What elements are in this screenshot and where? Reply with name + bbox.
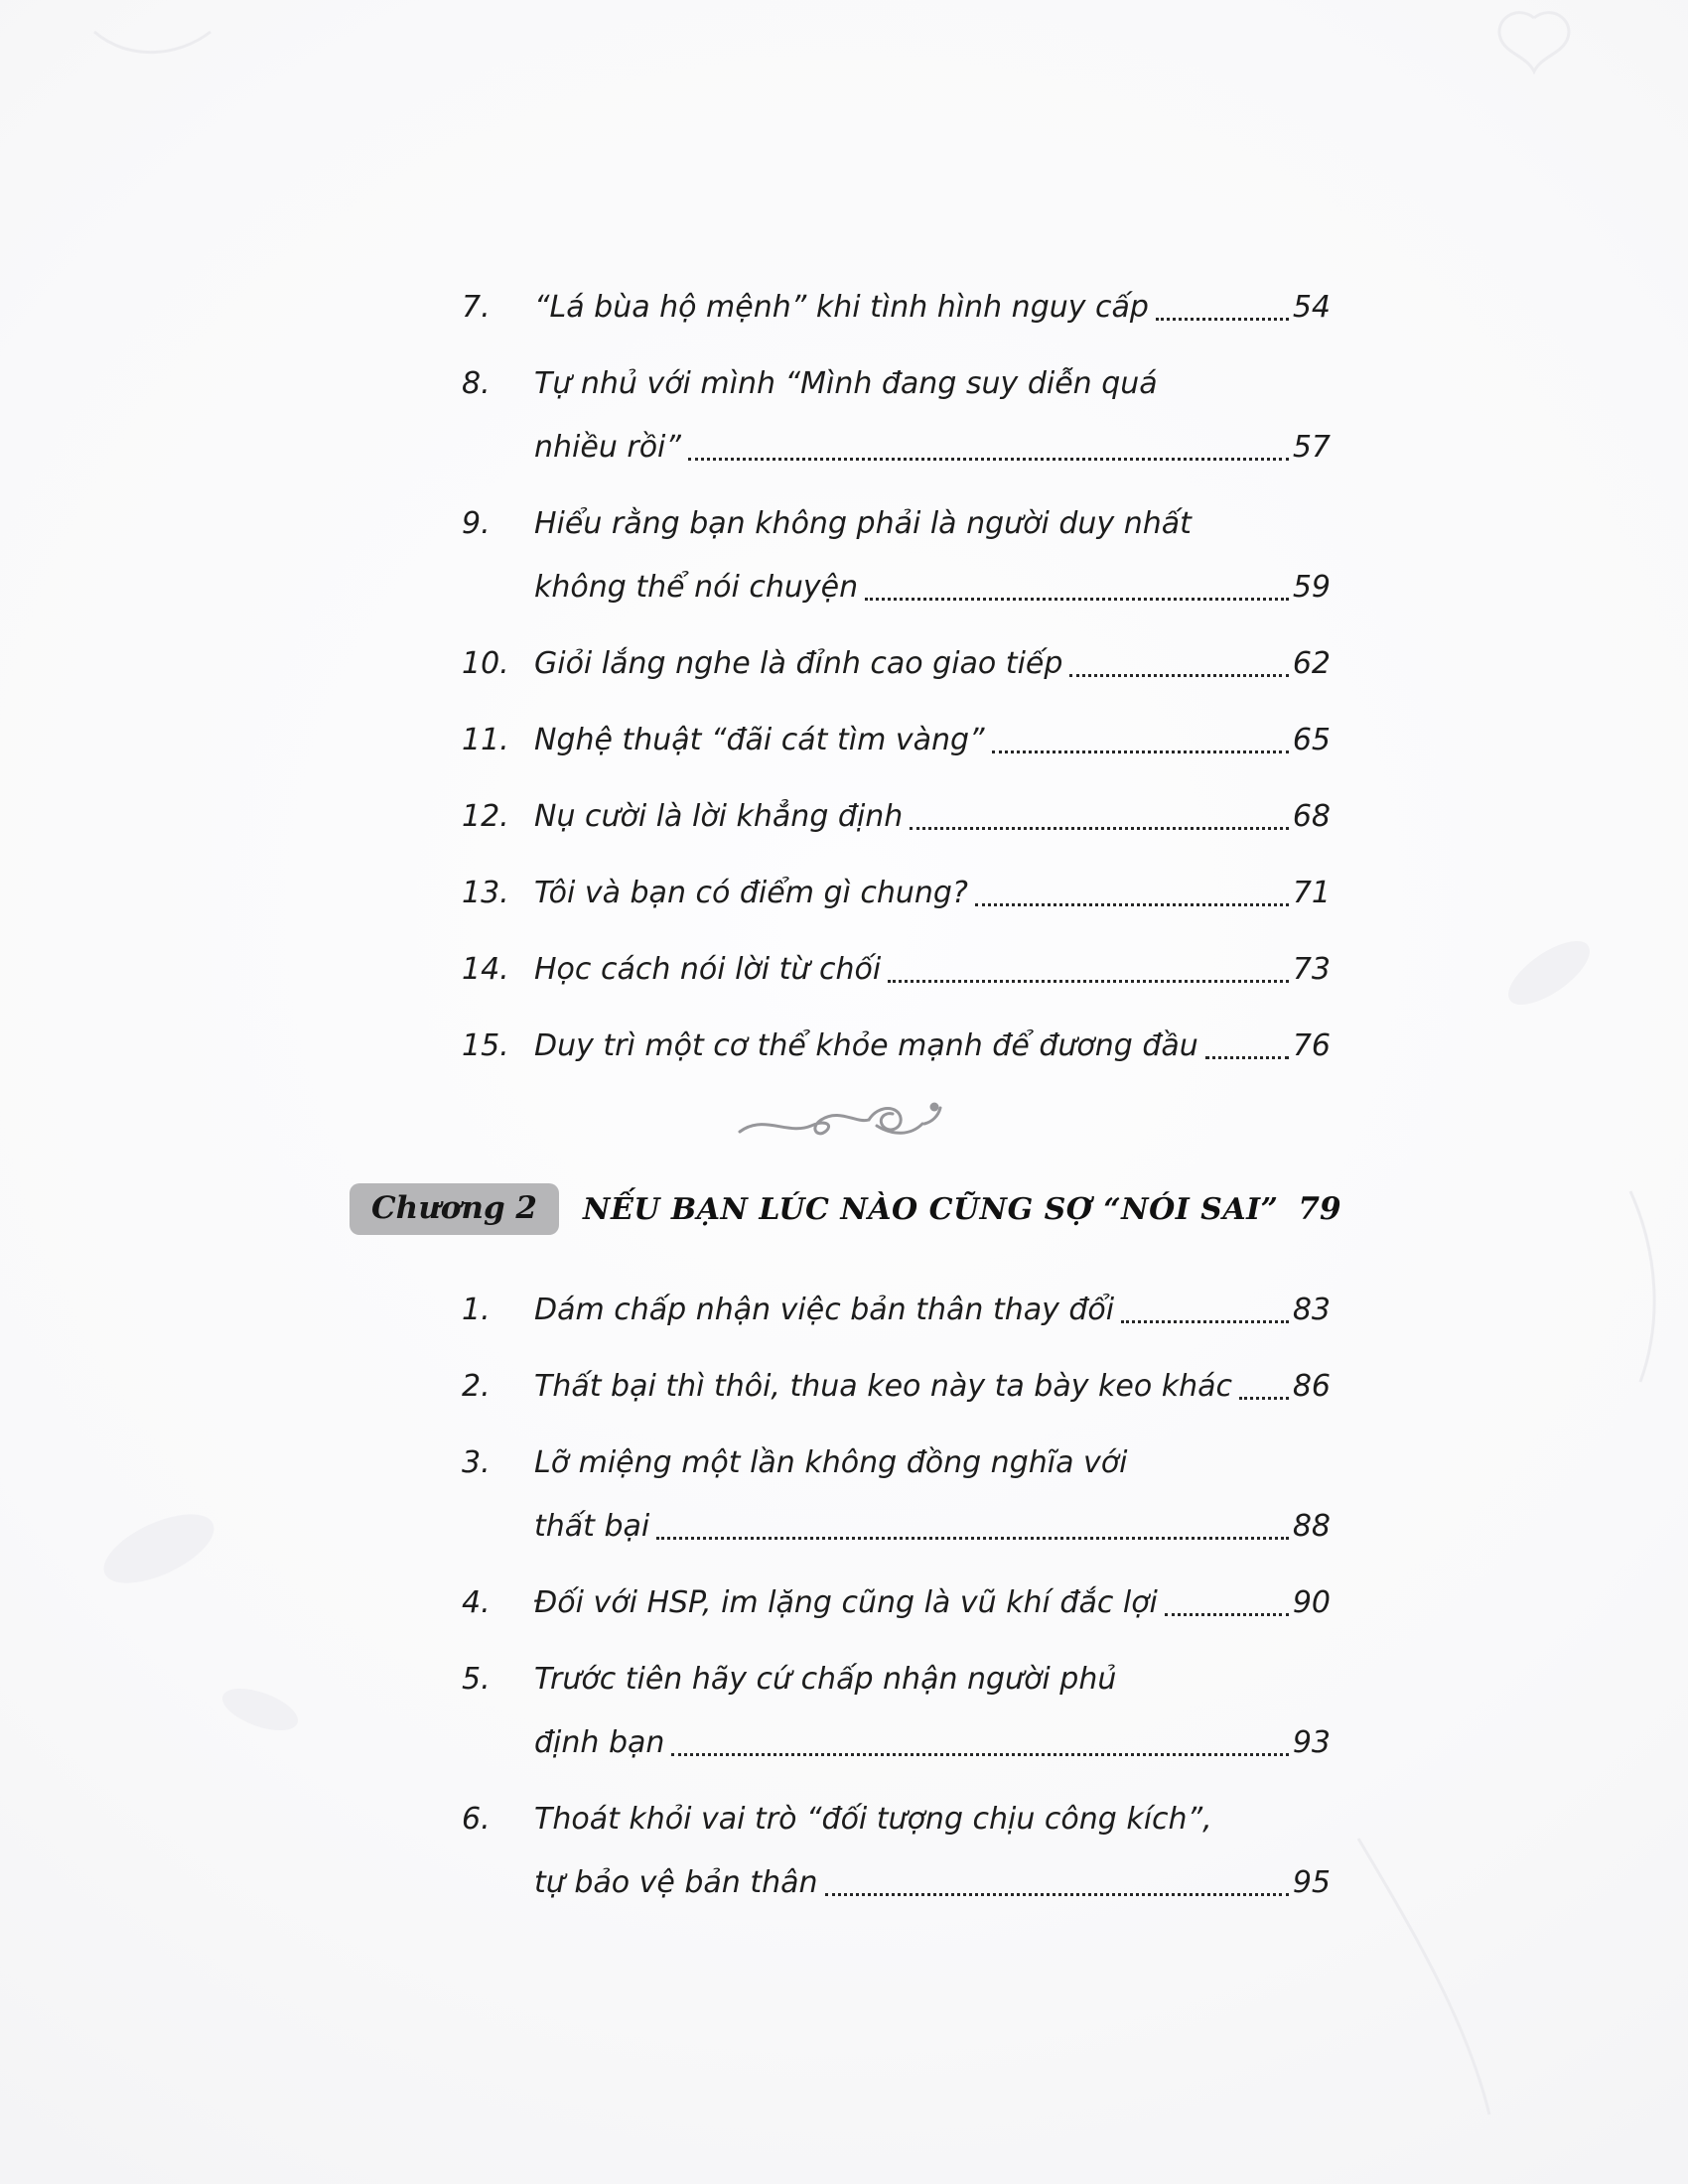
entry-text: định bạn xyxy=(534,1725,665,1760)
entry-line xyxy=(534,785,1331,849)
entry-page-number: 86 xyxy=(1292,1369,1331,1404)
toc-entry xyxy=(462,1015,1331,1078)
entry-line xyxy=(534,1015,1331,1078)
toc-list-chapter1 xyxy=(462,276,1331,1078)
entry-line xyxy=(534,1788,1331,1851)
dot-leader xyxy=(888,980,1289,983)
toc-entry xyxy=(462,1432,1331,1559)
section-divider xyxy=(0,1080,1688,1161)
entry-line xyxy=(534,492,1331,556)
chapter-label: Chương 2 xyxy=(350,1183,559,1235)
entry-body xyxy=(534,1355,1331,1419)
entry-text: Thoát khỏi vai trò “đối tượng chịu công kích”, xyxy=(534,1802,1212,1837)
entry-text: tự bảo vệ bản thân xyxy=(534,1865,818,1900)
entry-text: Duy trì một cơ thể khỏe mạnh để đương đầu xyxy=(534,1028,1198,1063)
dot-leader xyxy=(671,1753,1288,1756)
toc-entry xyxy=(462,1788,1331,1915)
entry-number: 9. xyxy=(462,506,491,541)
toc-entry xyxy=(462,1648,1331,1775)
entry-number: 11. xyxy=(462,723,509,757)
entry-line xyxy=(534,416,1331,479)
chapter-page-number: 79 xyxy=(1298,1191,1341,1227)
entry-number: 2. xyxy=(462,1369,491,1404)
entry-page-number: 54 xyxy=(1292,290,1331,325)
dot-leader xyxy=(688,458,1289,461)
toc-entry xyxy=(462,352,1331,479)
entry-line xyxy=(534,1851,1331,1915)
entry-line xyxy=(534,1495,1331,1559)
entry-number: 4. xyxy=(462,1585,491,1620)
entry-number: 13. xyxy=(462,876,509,910)
entry-text: Tôi và bạn có điểm gì chung? xyxy=(534,876,968,910)
entry-line xyxy=(534,1432,1331,1495)
toc-entry xyxy=(462,938,1331,1002)
toc-entry xyxy=(462,632,1331,696)
entry-line xyxy=(534,276,1331,340)
entry-line xyxy=(534,352,1331,416)
entry-body xyxy=(534,709,1331,772)
chapter-heading xyxy=(350,1183,1341,1235)
ornament-flourish-icon xyxy=(730,1080,958,1158)
entry-body xyxy=(534,1432,1331,1559)
toc-entry xyxy=(462,1279,1331,1342)
entry-number: 15. xyxy=(462,1028,509,1063)
entry-line xyxy=(534,1571,1331,1635)
entry-text: Thất bại thì thôi, thua keo này ta bày keo khác xyxy=(534,1369,1233,1404)
toc-entry xyxy=(462,862,1331,925)
entry-line xyxy=(534,938,1331,1002)
toc-entry xyxy=(462,785,1331,849)
entry-page-number: 62 xyxy=(1292,646,1331,681)
entry-number: 7. xyxy=(462,290,491,325)
entry-body xyxy=(534,492,1331,619)
dot-leader xyxy=(1121,1320,1289,1323)
entry-line xyxy=(534,862,1331,925)
entry-body xyxy=(534,1571,1331,1635)
entry-text: Trước tiên hãy cứ chấp nhận người phủ xyxy=(534,1662,1117,1697)
dot-leader xyxy=(1205,1056,1289,1059)
entry-text: Học cách nói lời từ chối xyxy=(534,952,882,987)
entry-page-number: 59 xyxy=(1292,570,1331,605)
dot-leader xyxy=(992,751,1289,753)
dot-leader xyxy=(910,827,1289,830)
entry-text: Nghệ thuật “đãi cát tìm vàng” xyxy=(534,723,985,757)
entry-text: Tự nhủ với mình “Mình đang suy diễn quá xyxy=(534,366,1158,401)
entry-line xyxy=(534,1279,1331,1342)
dot-leader xyxy=(1156,318,1289,321)
entry-page-number: 83 xyxy=(1292,1293,1331,1327)
entry-line xyxy=(534,709,1331,772)
heart-outline-icon xyxy=(1499,13,1569,71)
dot-leader xyxy=(865,598,1289,601)
entry-number: 8. xyxy=(462,366,491,401)
entry-body xyxy=(534,632,1331,696)
entry-line xyxy=(534,556,1331,619)
entry-text: Nụ cười là lời khẳng định xyxy=(534,799,904,834)
dot-leader xyxy=(1069,674,1288,677)
entry-number: 14. xyxy=(462,952,509,987)
entry-line xyxy=(534,1648,1331,1711)
entry-text: nhiều rồi” xyxy=(534,430,681,465)
toc-entry xyxy=(462,276,1331,340)
entry-text: Hiểu rằng bạn không phải là người duy nhất xyxy=(534,506,1192,541)
dot-leader xyxy=(1239,1397,1289,1400)
entry-number: 10. xyxy=(462,646,509,681)
toc-entry xyxy=(462,709,1331,772)
entry-body xyxy=(534,276,1331,340)
entry-body xyxy=(534,1279,1331,1342)
entry-number: 1. xyxy=(462,1293,491,1327)
entry-line xyxy=(534,1711,1331,1775)
dot-leader xyxy=(656,1537,1289,1540)
entry-text: không thể nói chuyện xyxy=(534,570,859,605)
entry-body xyxy=(534,1788,1331,1915)
entry-page-number: 76 xyxy=(1292,1028,1331,1063)
entry-text: Dám chấp nhận việc bản thân thay đổi xyxy=(534,1293,1115,1327)
entry-page-number: 71 xyxy=(1292,876,1331,910)
dot-leader xyxy=(825,1893,1289,1896)
entry-page-number: 68 xyxy=(1292,799,1331,834)
toc-list-chapter2 xyxy=(462,1279,1331,1915)
entry-page-number: 65 xyxy=(1292,723,1331,757)
entry-body xyxy=(534,785,1331,849)
entry-text: Giỏi lắng nghe là đỉnh cao giao tiếp xyxy=(534,646,1063,681)
entry-body xyxy=(534,1648,1331,1775)
toc-entry xyxy=(462,1355,1331,1419)
entry-page-number: 95 xyxy=(1292,1865,1331,1900)
entry-text: Lỡ miệng một lần không đồng nghĩa với xyxy=(534,1445,1128,1480)
entry-number: 12. xyxy=(462,799,509,834)
entry-body xyxy=(534,862,1331,925)
entry-body xyxy=(534,938,1331,1002)
entry-line xyxy=(534,1355,1331,1419)
entry-number: 5. xyxy=(462,1662,491,1697)
entry-page-number: 90 xyxy=(1292,1585,1331,1620)
entry-text: Đối với HSP, im lặng cũng là vũ khí đắc lợi xyxy=(534,1585,1158,1620)
entry-body xyxy=(534,352,1331,479)
toc-entry xyxy=(462,1571,1331,1635)
dot-leader xyxy=(975,903,1289,906)
entry-page-number: 93 xyxy=(1292,1725,1331,1760)
entry-line xyxy=(534,632,1331,696)
entry-page-number: 73 xyxy=(1292,952,1331,987)
entry-body xyxy=(534,1015,1331,1078)
entry-page-number: 57 xyxy=(1292,430,1331,465)
entry-page-number: 88 xyxy=(1292,1509,1331,1544)
chapter-title: NẾU BẠN LÚC NÀO CŨNG SỢ “NÓI SAI” xyxy=(583,1191,1279,1227)
entry-number: 6. xyxy=(462,1802,491,1837)
entry-number: 3. xyxy=(462,1445,491,1480)
entry-text: “Lá bùa hộ mệnh” khi tình hình nguy cấp xyxy=(534,290,1149,325)
entry-text: thất bại xyxy=(534,1509,650,1544)
dot-leader xyxy=(1165,1613,1289,1616)
toc-entry xyxy=(462,492,1331,619)
